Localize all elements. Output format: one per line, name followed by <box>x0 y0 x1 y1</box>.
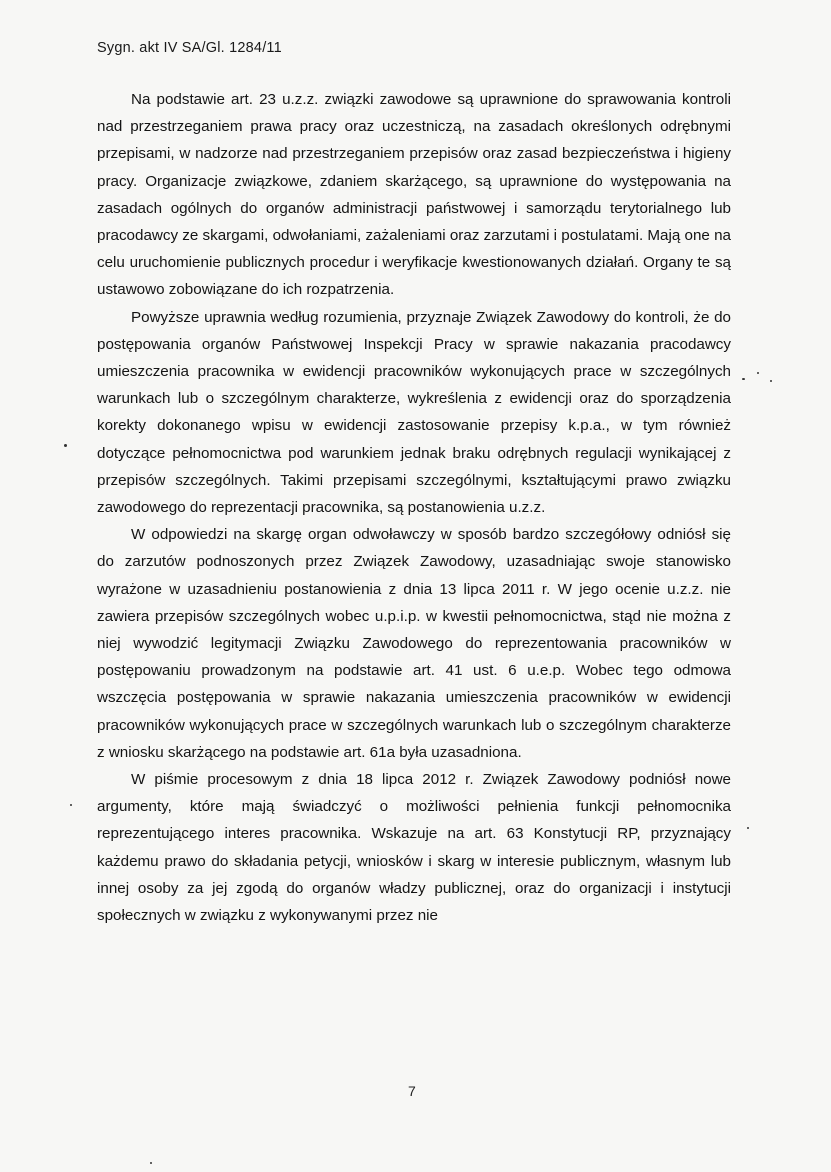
paragraph-1: Na podstawie art. 23 u.z.z. związki zawodowe są uprawnione do sprawowania kontroli nad przestrzeganiem prawa pracy oraz uczestniczą, na zasadach określonych odrębnymi przepisami, w nadzorze nad przestrzeganiem przepisów oraz zasad bezpieczeństwa i higieny pracy. Organizacje związkowe, zdaniem skarżącego, są uprawnione do występowania na zasadach ogólnych do organów administracji państwowej i samorządu terytorialnego lub pracodawcy ze skargami, odwołaniami, zażaleniami oraz zarzutami i postulatami. Mają one na celu uruchomienie publicznych procedur i weryfikacje kwestionowanych działań. Organy te są ustawowo zobowiązane do ich rozpatrzenia. <box>97 91 731 299</box>
paragraph-2: Powyższe uprawnia według rozumienia, przyznaje Związek Zawodowy do kontroli, że do postępowania organów Państwowej Inspekcji Pracy w sprawie nakazania pracodawcy umieszczenia pracownika w ewidencji pracowników wykonujących prace w szczególnych warunkach lub o szczególnym charakterze, wykreślenia z ewidencji oraz do sporządzenia korekty dokonanego wpisu w ewidencji zastosowanie przepisy k.p.a., w tym również dotyczące pełnomocnictwa pod warunkiem jednak braku odrębnych regulacji wynikającej z przepisów szczególnych. Takimi przepisami szczególnymi, kształtującymi prawo związku zawodowego do reprezentacji pracownika, są postanowienia u.z.z. <box>97 308 731 517</box>
scan-speck <box>70 804 72 806</box>
scan-speck <box>770 380 772 382</box>
paragraph-3: W odpowiedzi na skargę organ odwoławczy w sposób bardzo szczegółowy odniósł się do zarzutów podnoszonych przez Związek Zawodowy, uzasadniając swoje stanowisko wyrażone w uzasadnieniu postanowienia z dnia 13 lipca 2011 r. W jego ocenie u.z.z. nie zawiera przepisów szczególnych wobec u.p.i.p. w kwestii pełnomocnictwa, stąd nie można z niej wywodzić legitymacji Związku Zawodowego do reprezentowania pracowników w postępowaniu prowadzonym na podstawie art. 41 ust. 6 u.e.p. Wobec tego odmowa wszczęcia postępowania w sprawie nakazania umieszczenia pracowników w ewidencji pracowników wykonujących prace w szczególnych warunkach lub o szczególnym charakterze z wniosku skarżącego na podstawie art. 61a była uzasadniona. <box>97 526 731 761</box>
scan-speck <box>757 372 759 374</box>
case-signature: Sygn. akt IV SA/Gl. 1284/11 <box>97 40 282 56</box>
scan-speck <box>64 444 67 447</box>
document-body <box>97 86 731 929</box>
scan-speck <box>150 1162 152 1164</box>
scan-speck <box>742 378 745 380</box>
paragraph-4: W piśmie procesowym z dnia 18 lipca 2012 r. Związek Zawodowy podniósł nowe argumenty, które mają świadczyć o możliwości pełnienia funkcji pełnomocnika reprezentującego interes pracownika. Wskazuje na art. 63 Konstytucji RP, przyznający każdemu prawo do składania petycji, wniosków i skarg w interesie publicznym, własnym lub innej osoby za jej zgodą do organów władzy publicznej, oraz do organizacji i instytucji społecznych w związku z wykonywanymi przez nie <box>97 771 731 925</box>
page-number: 7 <box>408 1083 416 1099</box>
scan-speck <box>747 827 749 829</box>
